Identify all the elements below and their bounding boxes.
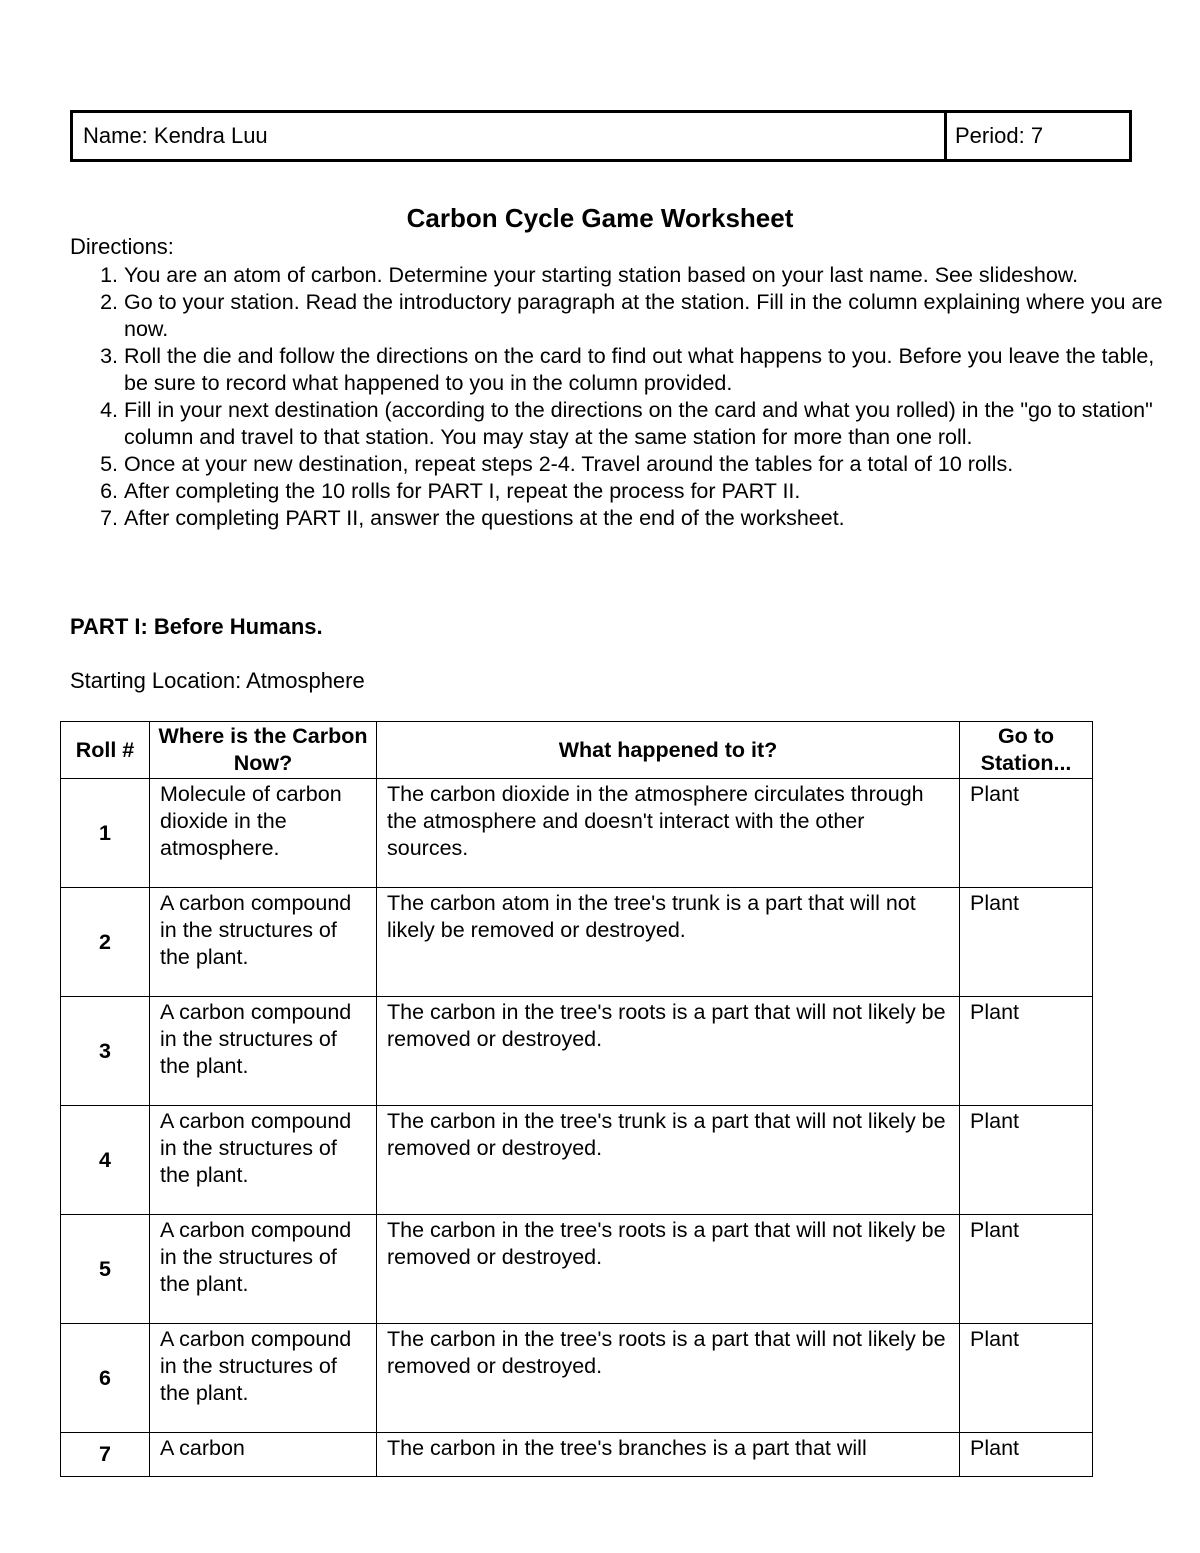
what-happened: The carbon in the tree's roots is a part that will not likely be removed or destroyed. (377, 997, 960, 1106)
what-happened: The carbon in the tree's trunk is a part that will not likely be removed or destroyed. (377, 1106, 960, 1215)
directions-label: Directions: (70, 234, 174, 259)
part-1-heading: PART I: Before Humans. (70, 614, 323, 639)
header-where: Where is the Carbon Now? (150, 722, 377, 779)
what-happened: The carbon dioxide in the atmosphere circulates through the atmosphere and doesn't interact with the other sources. (377, 779, 960, 888)
roll-number: 5 (61, 1215, 150, 1324)
what-happened: The carbon in the tree's branches is a part that will (377, 1433, 960, 1477)
direction-step: 5. Once at your new destination, repeat steps 2-4. Travel around the tables for a total of 10 rolls. (124, 451, 1184, 478)
what-happened: The carbon atom in the tree's trunk is a part that will not likely be removed or destroyed. (377, 888, 960, 997)
direction-step: 3. Roll the die and follow the directions on the card to find out what happens to you. Before you leave the table, be sure to record what happened to you in the column provided. (124, 343, 1184, 397)
roll-number: 7 (61, 1433, 150, 1477)
table-row (61, 997, 1093, 1106)
roll-number: 4 (61, 1106, 150, 1215)
roll-number: 1 (61, 779, 150, 888)
table-row (61, 888, 1093, 997)
worksheet-title: Carbon Cycle Game Worksheet (406, 203, 794, 233)
name-period-box (70, 110, 1132, 162)
next-station: Plant (960, 1433, 1093, 1477)
direction-step: 2. Go to your station. Read the introductory paragraph at the station. Fill in the column explaining where you are now. (124, 289, 1184, 343)
next-station: Plant (960, 1106, 1093, 1215)
table-header-row (61, 722, 1093, 779)
next-station: Plant (960, 997, 1093, 1106)
what-happened: The carbon in the tree's roots is a part that will not likely be removed or destroyed. (377, 1324, 960, 1433)
carbon-location: A carbon compound in the structures of the plant. (150, 888, 377, 997)
direction-step: 6. After completing the 10 rolls for PART I, repeat the process for PART II. (124, 478, 1184, 505)
roll-number: 6 (61, 1324, 150, 1433)
directions-list (70, 262, 1184, 532)
next-station: Plant (960, 1215, 1093, 1324)
header-roll: Roll # (61, 722, 150, 779)
rolls-table (60, 721, 1093, 1477)
next-station: Plant (960, 1324, 1093, 1433)
header-what: What happened to it? (377, 722, 960, 779)
table-row (61, 1215, 1093, 1324)
next-station: Plant (960, 888, 1093, 997)
carbon-location: A carbon compound in the structures of the plant. (150, 997, 377, 1106)
carbon-location: A carbon compound in the structures of the plant. (150, 1106, 377, 1215)
header-go: Go to Station... (960, 722, 1093, 779)
carbon-location: A carbon compound in the structures of the plant. (150, 1324, 377, 1433)
roll-number: 3 (61, 997, 150, 1106)
carbon-location: Molecule of carbon dioxide in the atmosphere. (150, 779, 377, 888)
next-station: Plant (960, 779, 1093, 888)
direction-step: 4. Fill in your next destination (according to the directions on the card and what you rolled) in the "go to station" column and travel to that station. You may stay at the same station for more than one roll. (124, 397, 1184, 451)
direction-step: 1. You are an atom of carbon. Determine your starting station based on your last name. See slideshow. (124, 262, 1184, 289)
carbon-location: A carbon (150, 1433, 377, 1477)
carbon-location: A carbon compound in the structures of the plant. (150, 1215, 377, 1324)
table-row (61, 1106, 1093, 1215)
class-period: Period: 7 (955, 123, 1044, 148)
table-row (61, 1324, 1093, 1433)
student-name: Name: Kendra Luu (73, 113, 947, 159)
table-row (61, 1433, 1093, 1477)
what-happened: The carbon in the tree's roots is a part that will not likely be removed or destroyed. (377, 1215, 960, 1324)
roll-number: 2 (61, 888, 150, 997)
direction-step: 7. After completing PART II, answer the questions at the end of the worksheet. (124, 505, 1184, 532)
table-row (61, 779, 1093, 888)
starting-location: Starting Location: Atmosphere (70, 668, 365, 693)
